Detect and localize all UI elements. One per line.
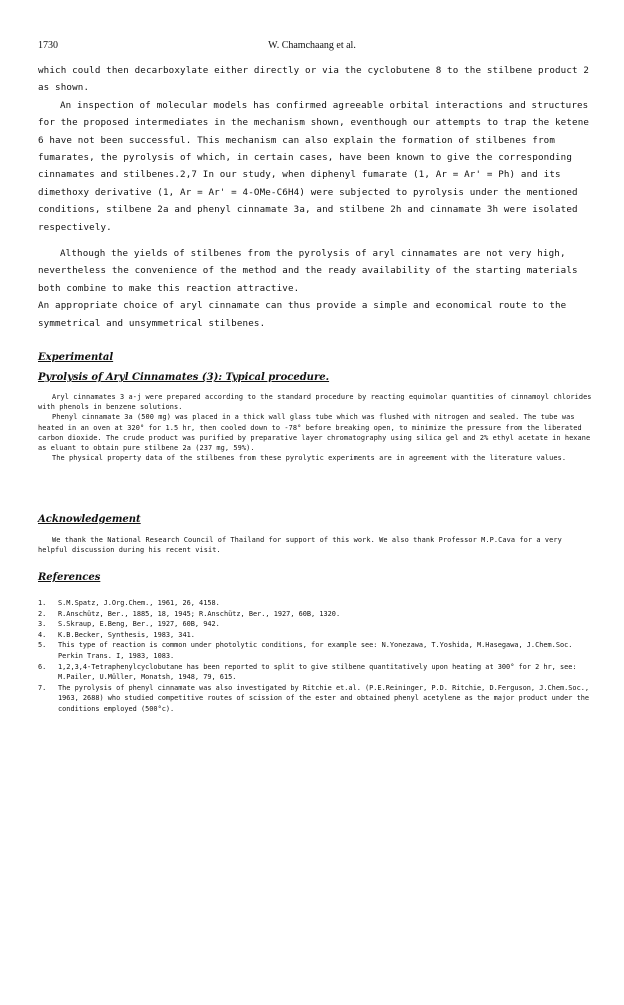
intro-paragraph-1: which could then decarboxylate either directly or via the cyclobutene 8 to the stilbene product 2 as shown. xyxy=(38,65,590,94)
reference-text: R.Anschütz, Ber., 1885, 18, 1945; R.Anschütz, Ber., 1927, 60B, 1320. xyxy=(58,609,341,618)
reference-text: S.Skraup, E.Beng, Ber., 1927, 60B, 942. xyxy=(58,620,220,629)
reference-number: 6. xyxy=(38,662,47,671)
reference-item xyxy=(38,683,598,715)
reference-number: 3. xyxy=(38,620,47,629)
intro-section xyxy=(38,62,594,332)
experimental-heading: Experimental xyxy=(38,352,114,363)
acknowledgement-text: We thank the National Research Council of Thailand for support of this work. We also thank Professor M.P.Cava for a very helpful discussion during his recent visit. xyxy=(38,536,562,555)
reference-item xyxy=(38,619,598,630)
intro-paragraph-2: An inspection of molecular models has confirmed agreeable orbital interactions and structures for the proposed intermediates in the mechanism shown, eventhough our attempts to trap the ketene 6 have not been successful. This mechanism can also explain the formation of stilbenes from fumarates, the pyrolysis of which, in certain cases, have been known to give the corresponding cinnamates and stilbenes.2,7 In our study, when diphenyl fumarate (1, Ar = Ar' = Ph) and its dimethoxy derivative (1, Ar = Ar' = 4-OMe-C6H4) were subjected to pyrolysis under the mentioned conditions, stilbene 2a and phenyl cinnamate 3a, and stilbene 2h and cinnamate 3h were isolated respectively. xyxy=(38,99,590,233)
reference-number: 1. xyxy=(38,599,47,607)
experimental-paragraph-1: Aryl cinnamates 3 a-j were prepared according to the standard procedure by reacting equimolar quantities of cinnamoyl chlorides with phenols in benzene solutions. xyxy=(38,393,592,412)
experimental-subheading: Pyrolysis of Aryl Cinnamates (3): Typical procedure. xyxy=(38,372,330,383)
experimental-section xyxy=(38,392,594,463)
running-title: W. Chamchaang et al. xyxy=(268,40,356,51)
experimental-paragraph-3: The physical property data of the stilbenes from these pyrolytic experiments are in agreement with the literature values. xyxy=(52,454,567,463)
intro-paragraph-3: Although the yields of stilbenes from the pyrolysis of aryl cinnamates are not very high, nevertheless the convenience of the method and the ready availability of the starting materials both combine to make this reaction attractive. xyxy=(38,248,578,294)
acknowledgement-heading: Acknowledgement xyxy=(38,514,141,525)
running-head xyxy=(38,40,586,56)
reference-text: S.M.Spatz, J.Org.Chem., 1961, 26, 4158. xyxy=(58,599,220,607)
reference-number: 5. xyxy=(38,641,47,650)
reference-number: 4. xyxy=(38,630,47,639)
references-heading: References xyxy=(38,572,101,583)
reference-item xyxy=(38,630,598,641)
references-list xyxy=(38,598,598,715)
reference-text: The pyrolysis of phenyl cinnamate was also investigated by Ritchie et.al. (P.E.Reininger, P.D. Ritchie, D.Ferguson, J.Chem.Soc., 1963, 2688) who studied competitive routes of scission of the ester and obtained phenyl acetylene as the major product under the conditions employed (500°c). xyxy=(58,683,590,713)
reference-item xyxy=(38,598,598,609)
experimental-paragraph-2: Phenyl cinnamate 3a (500 mg) was placed in a thick wall glass tube which was flushed with nitrogen and sealed. The tube was heated in an oven at 320° for 1.5 hr, then cooled down to -78° before breaking open, to minimize the pressure from the liberated carbon dioxide. The crude product was purified by preparative layer chromatography using silica gel and 2% ethyl acetate in hexane as eluant to obtain pure stilbene 2a (237 mg, 59%). xyxy=(38,413,591,453)
reference-number: 2. xyxy=(38,609,47,618)
page-number: 1730 xyxy=(38,40,58,51)
reference-text: 1,2,3,4-Tetraphenylcyclobutane has been reported to split to give stilbene quantitatively upon heating at 300° for 2 hr, see: M.Pailer, U.Müller, Monatsh, 1948, 79, 615. xyxy=(58,662,577,682)
reference-number: 7. xyxy=(38,683,47,692)
reference-item xyxy=(38,640,598,661)
intro-paragraph-4: An appropriate choice of aryl cinnamate can thus provide a simple and economical route to the symmetrical and unsymmetrical stilbenes. xyxy=(38,300,567,329)
reference-item xyxy=(38,609,598,620)
reference-text: This type of reaction is common under photolytic conditions, for example see: N.Yonezawa, T.Yoshida, M.Hasegawa, J.Chem.Soc. Perkin Trans. I, 1983, 1083. xyxy=(58,641,573,660)
acknowledgement-section xyxy=(38,535,594,555)
reference-item xyxy=(38,662,598,683)
reference-text: K.B.Becker, Synthesis, 1983, 341. xyxy=(58,630,195,639)
